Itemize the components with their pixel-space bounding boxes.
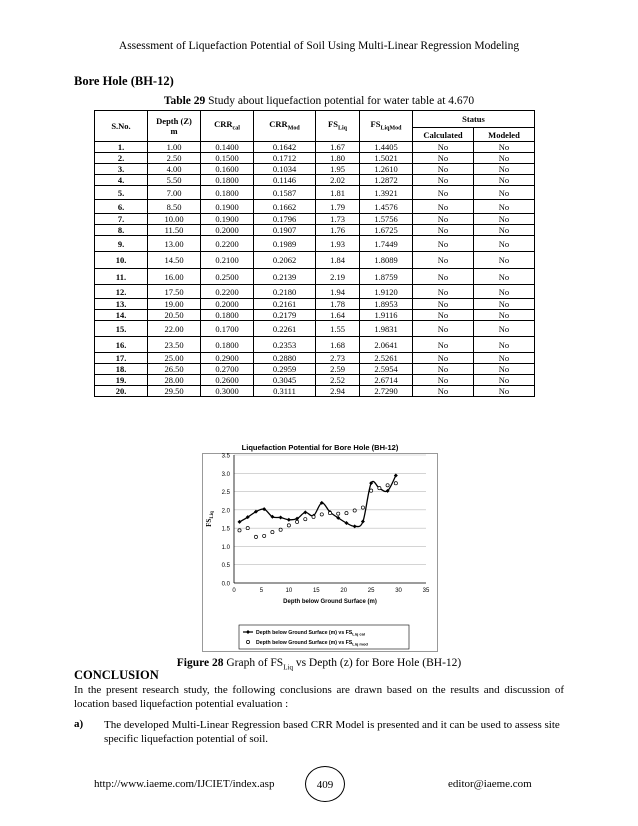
cell-sno: 8. xyxy=(95,225,148,236)
series-fs-liq-cal-point xyxy=(361,520,365,524)
cell-calculated: No xyxy=(413,375,474,386)
cell-fs-liqmod: 1.8759 xyxy=(360,269,413,285)
cell-fs-liq: 2.02 xyxy=(316,175,360,186)
cell-crr-cal: 0.1700 xyxy=(201,321,254,337)
y-tick-label: 0.5 xyxy=(221,563,230,570)
cell-sno: 4. xyxy=(95,175,148,186)
cell-crr-cal: 0.1400 xyxy=(201,142,254,153)
table-row xyxy=(95,269,535,285)
cell-crr-mod: 0.1034 xyxy=(254,164,316,175)
cell-sno: 14. xyxy=(95,310,148,321)
cell-sno: 7. xyxy=(95,214,148,225)
cell-calculated: No xyxy=(413,225,474,236)
cell-depth: 26.50 xyxy=(148,364,201,375)
cell-crr-mod: 0.2139 xyxy=(254,269,316,285)
y-tick-label: 2.0 xyxy=(221,508,230,515)
header-crr-mod-sub: Mod xyxy=(287,125,300,132)
cell-fs-liq: 1.67 xyxy=(316,142,360,153)
footer-email[interactable]: editor@iaeme.com xyxy=(448,778,532,790)
series-fs-liq-mod-point xyxy=(295,520,298,523)
x-tick-label: 5 xyxy=(259,588,264,594)
series-fs-liq-mod-point xyxy=(254,535,257,538)
series-fs-liq-mod-point xyxy=(328,511,331,514)
table-row xyxy=(95,186,535,200)
chart-border xyxy=(203,454,438,652)
cell-fs-liqmod: 1.6725 xyxy=(360,225,413,236)
conclusion-heading: CONCLUSION xyxy=(74,668,159,682)
cell-fs-liq: 1.80 xyxy=(316,153,360,164)
cell-fs-liq: 1.93 xyxy=(316,236,360,252)
table-row xyxy=(95,142,535,153)
header-crr-mod xyxy=(254,111,316,142)
cell-fs-liqmod: 2.7290 xyxy=(360,386,413,397)
legend-marker-mod xyxy=(246,640,249,643)
table-row xyxy=(95,164,535,175)
cell-crr-cal: 0.2700 xyxy=(201,364,254,375)
cell-modeled: No xyxy=(474,386,535,397)
cell-fs-liqmod: 2.6714 xyxy=(360,375,413,386)
cell-crr-mod: 0.2179 xyxy=(254,310,316,321)
table-row xyxy=(95,252,535,269)
cell-calculated: No xyxy=(413,252,474,269)
cell-depth: 10.00 xyxy=(148,214,201,225)
cell-fs-liq: 1.94 xyxy=(316,285,360,299)
cell-crr-mod: 0.2353 xyxy=(254,337,316,353)
figure-caption-label: Figure 28 xyxy=(176,657,224,669)
y-tick-label: 3.5 xyxy=(221,453,230,460)
series-fs-liq-mod-point xyxy=(361,506,364,509)
cell-fs-liqmod: 2.5954 xyxy=(360,364,413,375)
x-tick-label: 0 xyxy=(232,588,236,594)
series-fs-liq-mod-point xyxy=(378,486,381,489)
cell-fs-liq: 1.84 xyxy=(316,252,360,269)
series-fs-liq-mod-point xyxy=(246,526,249,529)
cell-depth: 11.50 xyxy=(148,225,201,236)
cell-depth: 29.50 xyxy=(148,386,201,397)
cell-crr-mod: 0.1712 xyxy=(254,153,316,164)
x-axis-label: Depth below Ground Surface (m) xyxy=(283,599,377,605)
chart-title: Liquefaction Potential for Bore Hole (BH-12) xyxy=(241,443,399,452)
cell-modeled: No xyxy=(474,214,535,225)
header-calculated: Calculated xyxy=(413,128,474,142)
cell-calculated: No xyxy=(413,269,474,285)
cell-modeled: No xyxy=(474,164,535,175)
cell-sno: 11. xyxy=(95,269,148,285)
table-caption-text: Study about liquefaction potential for water table at 4.670 xyxy=(205,95,475,107)
cell-fs-liq: 1.81 xyxy=(316,186,360,200)
header-crr-cal-sub: cal xyxy=(232,125,240,132)
cell-calculated: No xyxy=(413,364,474,375)
cell-fs-liq: 1.68 xyxy=(316,337,360,353)
cell-fs-liqmod: 1.2610 xyxy=(360,164,413,175)
cell-depth: 1.00 xyxy=(148,142,201,153)
header-crr-cal-label: CRR xyxy=(214,118,233,129)
cell-crr-mod: 0.2062 xyxy=(254,252,316,269)
cell-crr-mod: 0.2180 xyxy=(254,285,316,299)
cell-crr-cal: 0.1800 xyxy=(201,186,254,200)
cell-modeled: No xyxy=(474,175,535,186)
cell-sno: 9. xyxy=(95,236,148,252)
cell-crr-cal: 0.2000 xyxy=(201,299,254,310)
cell-calculated: No xyxy=(413,186,474,200)
series-fs-liq-cal-point xyxy=(394,473,398,477)
cell-modeled: No xyxy=(474,153,535,164)
cell-depth: 20.50 xyxy=(148,310,201,321)
x-tick-label: 15 xyxy=(312,588,320,594)
conclusion-item-text: The developed Multi-Linear Regression based CRR Model is presented and it can be used to assess site specific liquefaction potential of soil. xyxy=(104,719,560,745)
cell-crr-mod: 0.1662 xyxy=(254,200,316,214)
y-axis-label: $FS_{Liq}$ xyxy=(205,511,215,527)
cell-fs-liqmod: 1.4576 xyxy=(360,200,413,214)
cell-depth: 14.50 xyxy=(148,252,201,269)
header-fs-liq-label: FS xyxy=(328,118,338,129)
cell-crr-mod: 0.1587 xyxy=(254,186,316,200)
cell-crr-mod: 0.3045 xyxy=(254,375,316,386)
cell-fs-liq: 1.78 xyxy=(316,299,360,310)
cell-depth: 23.50 xyxy=(148,337,201,353)
table-caption xyxy=(0,95,638,107)
series-fs-liq-cal-point xyxy=(353,524,357,528)
series-fs-liq-mod-point xyxy=(370,489,373,492)
cell-sno: 20. xyxy=(95,386,148,397)
series-fs-liq-mod-point xyxy=(238,529,241,532)
cell-calculated: No xyxy=(413,310,474,321)
cell-depth: 22.00 xyxy=(148,321,201,337)
cell-calculated: No xyxy=(413,299,474,310)
header-depth-label: Depth (Z) xyxy=(156,116,192,126)
header-depth-unit: m xyxy=(170,126,178,136)
cell-fs-liqmod: 1.7449 xyxy=(360,236,413,252)
table-row xyxy=(95,353,535,364)
x-tick-label: 10 xyxy=(285,588,293,594)
cell-fs-liq: 1.79 xyxy=(316,200,360,214)
cell-modeled: No xyxy=(474,353,535,364)
series-fs-liq-mod-point xyxy=(337,512,340,515)
cell-sno: 12. xyxy=(95,285,148,299)
cell-modeled: No xyxy=(474,269,535,285)
cell-crr-mod: 0.1642 xyxy=(254,142,316,153)
header-fs-liq-sub: Liq xyxy=(337,125,347,132)
cell-crr-cal: 0.1900 xyxy=(201,214,254,225)
cell-fs-liq: 2.19 xyxy=(316,269,360,285)
cell-depth: 8.50 xyxy=(148,200,201,214)
table-caption-label: Table 29 xyxy=(163,95,206,107)
cell-crr-cal: 0.2200 xyxy=(201,285,254,299)
cell-modeled: No xyxy=(474,236,535,252)
cell-depth: 19.00 xyxy=(148,299,201,310)
cell-crr-mod: 0.1907 xyxy=(254,225,316,236)
cell-crr-cal: 0.2200 xyxy=(201,236,254,252)
cell-fs-liq: 1.55 xyxy=(316,321,360,337)
cell-sno: 2. xyxy=(95,153,148,164)
cell-fs-liqmod: 1.8089 xyxy=(360,252,413,269)
cell-fs-liqmod: 1.5756 xyxy=(360,214,413,225)
header-fs-liqmod xyxy=(360,111,413,142)
series-fs-liq-mod-point xyxy=(394,482,397,485)
table-row xyxy=(95,310,535,321)
series-fs-liq-mod-point xyxy=(287,524,290,527)
section-heading: Bore Hole (BH-12) xyxy=(74,74,174,88)
cell-modeled: No xyxy=(474,200,535,214)
cell-calculated: No xyxy=(413,321,474,337)
cell-fs-liq: 1.64 xyxy=(316,310,360,321)
table-row xyxy=(95,200,535,214)
cell-modeled: No xyxy=(474,310,535,321)
cell-crr-mod: 0.2959 xyxy=(254,364,316,375)
cell-fs-liqmod: 1.9120 xyxy=(360,285,413,299)
page-number: 409 xyxy=(305,766,345,802)
table-row xyxy=(95,225,535,236)
header-modeled: Modeled xyxy=(474,128,535,142)
chart xyxy=(202,443,438,652)
cell-crr-cal: 0.2500 xyxy=(201,269,254,285)
series-fs-liq-mod-point xyxy=(353,509,356,512)
cell-fs-liq: 1.73 xyxy=(316,214,360,225)
cell-sno: 6. xyxy=(95,200,148,214)
table-row xyxy=(95,375,535,386)
series-fs-liq-cal-point xyxy=(303,510,307,514)
cell-calculated: No xyxy=(413,164,474,175)
series-fs-liq-mod-point xyxy=(271,530,274,533)
cell-depth: 17.50 xyxy=(148,285,201,299)
cell-sno: 17. xyxy=(95,353,148,364)
x-tick-label: 30 xyxy=(395,588,402,594)
cell-crr-cal: 0.1900 xyxy=(201,200,254,214)
cell-depth: 16.00 xyxy=(148,269,201,285)
cell-fs-liqmod: 2.0641 xyxy=(360,337,413,353)
cell-depth: 5.50 xyxy=(148,175,201,186)
cell-calculated: No xyxy=(413,353,474,364)
cell-crr-mod: 0.1146 xyxy=(254,175,316,186)
y-tick-label: 1.0 xyxy=(221,544,230,551)
cell-depth: 7.00 xyxy=(148,186,201,200)
header-depth xyxy=(148,111,201,142)
table-row xyxy=(95,299,535,310)
table-row xyxy=(95,285,535,299)
cell-sno: 13. xyxy=(95,299,148,310)
cell-crr-cal: 0.1800 xyxy=(201,310,254,321)
cell-depth: 4.00 xyxy=(148,164,201,175)
cell-sno: 15. xyxy=(95,321,148,337)
cell-crr-cal: 0.1800 xyxy=(201,337,254,353)
cell-crr-mod: 0.2261 xyxy=(254,321,316,337)
conclusion-item-marker: a) xyxy=(74,718,84,730)
figure-caption-post: vs Depth (z) for Bore Hole (BH-12) xyxy=(292,657,462,669)
cell-calculated: No xyxy=(413,153,474,164)
cell-depth: 25.00 xyxy=(148,353,201,364)
series-fs-liq-cal-point xyxy=(279,516,283,520)
legend-label-cal-sub: Liq cal xyxy=(352,631,365,637)
y-tick-label: 2.5 xyxy=(221,490,230,497)
cell-fs-liq: 2.94 xyxy=(316,386,360,397)
cell-fs-liq: 1.95 xyxy=(316,164,360,175)
cell-calculated: No xyxy=(413,175,474,186)
cell-fs-liq: 1.76 xyxy=(316,225,360,236)
cell-modeled: No xyxy=(474,375,535,386)
chart-svg xyxy=(202,453,438,652)
cell-crr-cal: 0.1800 xyxy=(201,175,254,186)
header-crr-cal xyxy=(201,111,254,142)
series-fs-liq-mod-point xyxy=(320,513,323,516)
cell-crr-cal: 0.2000 xyxy=(201,225,254,236)
x-tick-label: 35 xyxy=(422,588,430,594)
figure-caption-sub: Liq xyxy=(283,663,293,672)
series-fs-liq-cal-point xyxy=(287,518,291,522)
cell-modeled: No xyxy=(474,364,535,375)
x-tick-label: 20 xyxy=(340,588,348,594)
footer-url[interactable]: http://www.iaeme.com/IJCIET/index.asp xyxy=(94,778,275,790)
table-row xyxy=(95,175,535,186)
cell-crr-mod: 0.2880 xyxy=(254,353,316,364)
y-tick-label: 3.0 xyxy=(221,471,230,478)
cell-crr-cal: 0.2900 xyxy=(201,353,254,364)
cell-crr-mod: 0.2161 xyxy=(254,299,316,310)
table-body xyxy=(95,142,535,397)
cell-calculated: No xyxy=(413,386,474,397)
running-header: Assessment of Liquefaction Potential of Soil Using Multi-Linear Regression Modeling xyxy=(118,40,520,52)
cell-fs-liqmod: 1.5021 xyxy=(360,153,413,164)
cell-crr-mod: 0.3111 xyxy=(254,386,316,397)
cell-modeled: No xyxy=(474,285,535,299)
header-crr-mod-label: CRR xyxy=(269,118,288,129)
cell-sno: 18. xyxy=(95,364,148,375)
table-row xyxy=(95,337,535,353)
cell-calculated: No xyxy=(413,236,474,252)
cell-sno: 5. xyxy=(95,186,148,200)
table-row xyxy=(95,364,535,375)
cell-depth: 2.50 xyxy=(148,153,201,164)
cell-crr-mod: 0.1796 xyxy=(254,214,316,225)
cell-fs-liqmod: 1.4405 xyxy=(360,142,413,153)
cell-sno: 19. xyxy=(95,375,148,386)
cell-crr-cal: 0.1600 xyxy=(201,164,254,175)
table-row xyxy=(95,153,535,164)
cell-fs-liqmod: 1.8953 xyxy=(360,299,413,310)
cell-modeled: No xyxy=(474,186,535,200)
cell-fs-liqmod: 1.3921 xyxy=(360,186,413,200)
series-fs-liq-mod-point xyxy=(386,484,389,487)
table-row xyxy=(95,386,535,397)
header-sno: S.No. xyxy=(95,111,148,142)
cell-sno: 3. xyxy=(95,164,148,175)
cell-calculated: No xyxy=(413,285,474,299)
figure-caption-pre: Graph of FS xyxy=(223,657,284,669)
table-row xyxy=(95,236,535,252)
cell-fs-liqmod: 1.9831 xyxy=(360,321,413,337)
cell-fs-liq: 2.59 xyxy=(316,364,360,375)
table-row xyxy=(95,214,535,225)
header-fs-liq xyxy=(316,111,360,142)
conclusion-paragraph: In the present research study, the following conclusions are drawn based on the results and discussion of location based liquefaction potential evaluation : xyxy=(74,684,564,710)
cell-modeled: No xyxy=(474,321,535,337)
cell-crr-cal: 0.3000 xyxy=(201,386,254,397)
cell-modeled: No xyxy=(474,299,535,310)
cell-fs-liqmod: 1.9116 xyxy=(360,310,413,321)
cell-calculated: No xyxy=(413,200,474,214)
cell-sno: 10. xyxy=(95,252,148,269)
series-fs-liq-mod-point xyxy=(345,511,348,514)
cell-crr-cal: 0.2100 xyxy=(201,252,254,269)
legend-label-mod: Depth below Ground Surface (m) vs $FS_{Liq mod}$ xyxy=(256,640,368,647)
liquefaction-table xyxy=(94,110,535,397)
cell-fs-liqmod: 1.2872 xyxy=(360,175,413,186)
cell-depth: 28.00 xyxy=(148,375,201,386)
header-fs-liqmod-label: FS xyxy=(370,118,381,129)
header-fs-liqmod-sub: LiqMod xyxy=(380,125,402,132)
y-axis-label-sub: Liq xyxy=(210,511,215,519)
cell-calculated: No xyxy=(413,142,474,153)
series-fs-liq-mod-point xyxy=(279,528,282,531)
cell-calculated: No xyxy=(413,214,474,225)
cell-modeled: No xyxy=(474,142,535,153)
cell-fs-liq: 2.52 xyxy=(316,375,360,386)
y-tick-label: 1.5 xyxy=(221,526,230,533)
cell-modeled: No xyxy=(474,337,535,353)
cell-modeled: No xyxy=(474,225,535,236)
header-status: Status xyxy=(413,111,535,128)
cell-fs-liq: 2.73 xyxy=(316,353,360,364)
legend-label-cal: Depth below Ground Surface (m) vs $FS_{Liq cal}$ xyxy=(256,630,365,637)
table-row xyxy=(95,321,535,337)
cell-depth: 13.00 xyxy=(148,236,201,252)
legend-label-mod-sub: Liq mod xyxy=(352,641,368,647)
cell-fs-liqmod: 2.5261 xyxy=(360,353,413,364)
cell-modeled: No xyxy=(474,252,535,269)
cell-sno: 16. xyxy=(95,337,148,353)
series-fs-liq-mod-point xyxy=(263,534,266,537)
cell-crr-mod: 0.1989 xyxy=(254,236,316,252)
cell-crr-cal: 0.1500 xyxy=(201,153,254,164)
x-tick-label: 25 xyxy=(367,588,375,594)
y-tick-label: 0.0 xyxy=(221,581,230,588)
series-fs-liq-mod-point xyxy=(312,515,315,518)
series-fs-liq-mod-point xyxy=(304,518,307,521)
cell-sno: 1. xyxy=(95,142,148,153)
cell-calculated: No xyxy=(413,337,474,353)
cell-crr-cal: 0.2600 xyxy=(201,375,254,386)
